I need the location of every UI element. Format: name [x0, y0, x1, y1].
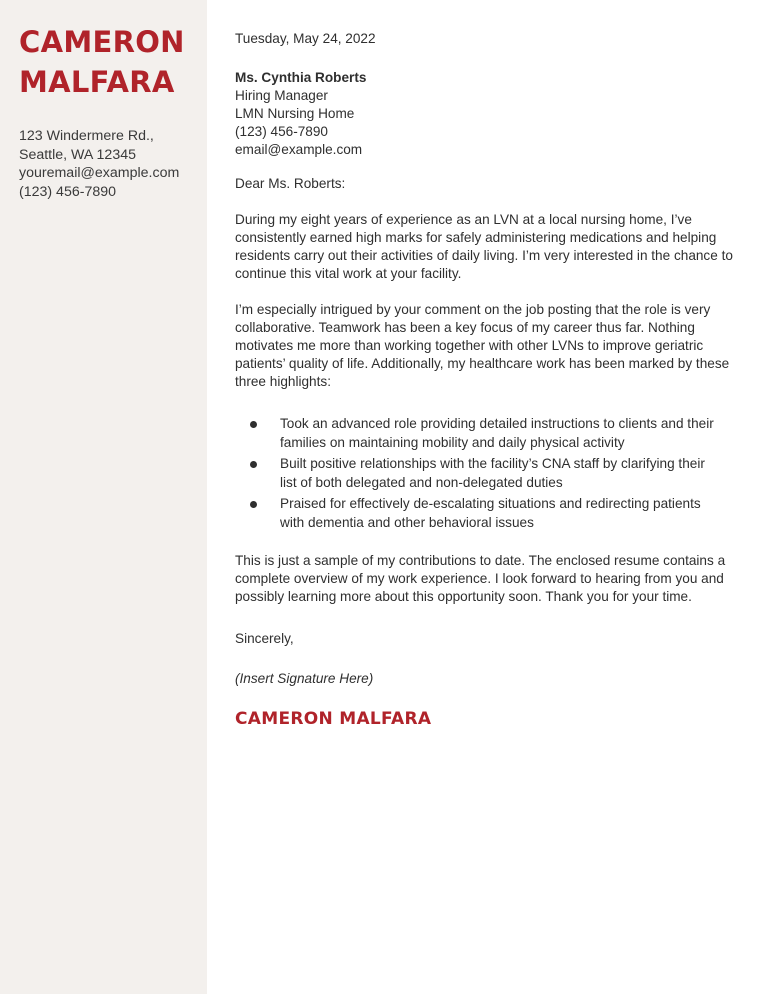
highlight-text: Took an advanced role providing detailed instructions to clients and their families on maintaining mobility and daily physical activity [280, 416, 714, 450]
letter-date: Tuesday, May 24, 2022 [235, 31, 376, 46]
body-paragraph-2: I’m especially intrigued by your comment on the job posting that the role is very collaborative. Teamwork has been a key focus of my career thus far. Nothing motivates me more than working together with other LVNs to improve geriatric patients’ quality of life. Additionally, my healthcare work has been marked by these three highlights: [235, 302, 730, 389]
sender-address-line1: 123 Windermere Rd., [19, 128, 154, 144]
signature-placeholder: (Insert Signature Here) [235, 671, 374, 686]
recipient-email: email@example.com [235, 142, 363, 157]
recipient-name: Ms. Cynthia Roberts [235, 70, 367, 85]
body-paragraph-1: During my eight years of experience as an LVN at a local nursing home, I’ve consistently earned high marks for safely administering medications and helping residents carry out their activities of daily living. I’m very interested in the chance to continue this vital work at your facility. [235, 212, 733, 281]
signature-name: CAMERON MALFARA [235, 709, 432, 729]
bullet-icon [250, 501, 257, 508]
closing-paragraph: This is just a sample of my contributions to date. The enclosed resume contains a complete overview of my work experience. I look forward to hearing from you and possibly learning more about this opportunity soon. Thank you for your time. [235, 553, 726, 604]
sender-address-line2: Seattle, WA 12345 [19, 146, 136, 163]
sender-contact [19, 127, 204, 201]
recipient-block [235, 69, 740, 159]
recipient-phone: (123) 456-7890 [235, 124, 328, 139]
sidebar [0, 0, 207, 994]
highlight-text: Praised for effectively de-escalating situations and redirecting patients with dementia and other behavioral issues [280, 496, 701, 530]
sender-last-name: MALFARA [19, 65, 175, 99]
bullet-icon [250, 421, 257, 428]
sender-name [19, 22, 204, 102]
sender-email: youremail@example.com [19, 165, 180, 181]
highlight-item [235, 495, 725, 532]
highlights-list [235, 415, 740, 532]
recipient-title: Hiring Manager [235, 88, 328, 103]
sender-phone: (123) 456-7890 [19, 183, 117, 200]
sender-first-name: CAMERON [19, 25, 185, 59]
letter-body [235, 30, 740, 732]
highlight-text: Built positive relationships with the facility’s CNA staff by clarifying their list of both delegated and non-delegated duties [280, 456, 705, 490]
sign-off: Sincerely, [235, 631, 294, 646]
bullet-icon [250, 461, 257, 468]
highlight-item [235, 415, 725, 452]
recipient-company: LMN Nursing Home [235, 106, 355, 121]
highlight-item [235, 455, 725, 492]
salutation: Dear Ms. Roberts: [235, 176, 346, 191]
